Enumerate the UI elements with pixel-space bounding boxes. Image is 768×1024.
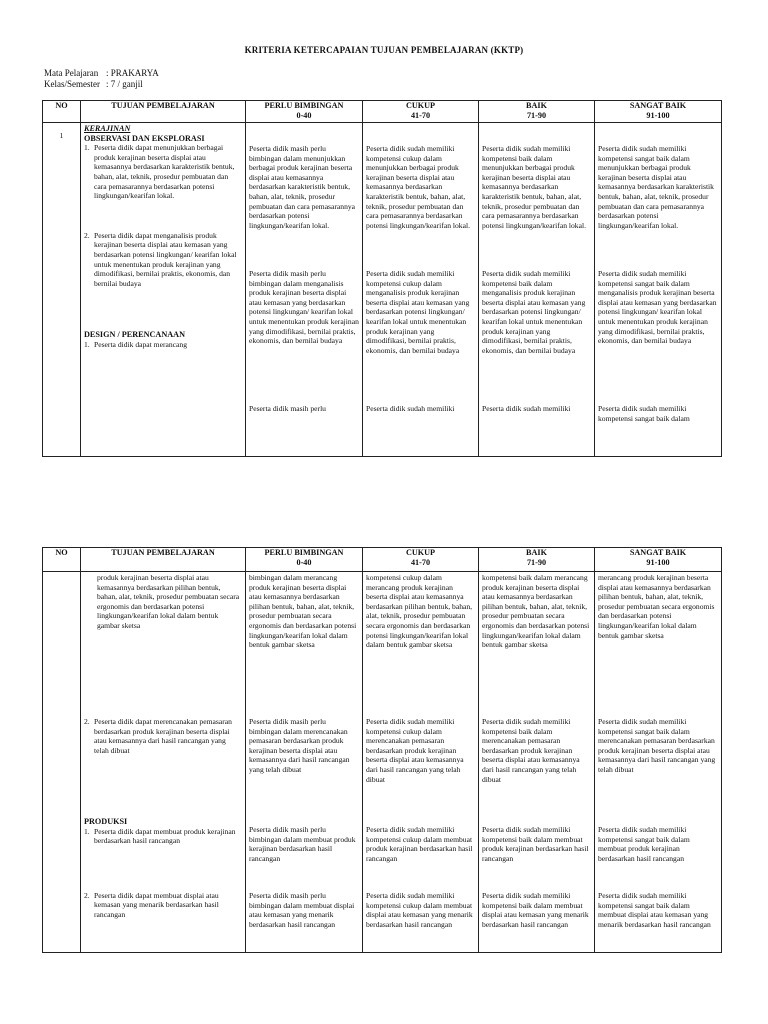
header-pb-label: PERLU BIMBINGAN: [264, 548, 344, 557]
header-sangat-baik: [595, 101, 722, 123]
header-baik-label: BAIK: [526, 101, 547, 110]
sb-text-3: Peserta didik sudah memiliki kompetensi sangat baik dalam: [598, 404, 690, 423]
sb-cell: [595, 123, 722, 457]
list-item: [84, 340, 242, 350]
subject-label: Mata Pelajaran: [44, 68, 99, 78]
sb-text-1: merancang produk kerajinan beserta displai atau kemasannya berdasarkan pilihan bentuk, bahan, alat, teknik, prosedur pembuatan secara ergonomis dan berdasarkan potensi lingkungan/kearifan lokal dalam bentuk gambar sketsa: [598, 573, 715, 640]
item-number: 2.: [84, 717, 90, 726]
pb-text-2: Peserta didik masih perlu bimbingan dalam menganalisis produk kerajinan beserta displai atau kemasan yang berdasarkan potensi lingkungan/ kearifan lokal untuk menentukan produk kerajinan yang dimodifikasi, bernilai praktis, ekonomis, dan bernilai budaya: [249, 269, 359, 346]
section-observasi-eksplorasi: OBSERVASI DAN EKSPLORASI: [84, 133, 205, 143]
cukup-text-2: Peserta didik sudah memiliki kompetensi cukup dalam menganalisis produk kerajinan beserta displai atau kemasan yang berdasarkan potensi lingkungan/ kearifan lokal untuk menentukan produk kerajinan yang dimodifikasi, bernilai praktis, ekonomis, dan bernilai budaya: [366, 269, 470, 355]
section-design-perencanaan: DESIGN / PERENCANAAN: [84, 330, 185, 340]
header-baik-label: BAIK: [526, 548, 547, 557]
item-text: Peserta didik dapat menganalisis produk kerajinan beserta displai atau kemasan yang berdasarkan potensi lingkungan/ kearifan lokal untuk menentukan produk kerajinan yang dimodifikasi, bernilai praktis, ekonomis, dan bernilai budaya: [94, 230, 237, 288]
pb-text-1: Peserta didik masih perlu bimbingan dalam menunjukkan berbagai produk kerajinan beserta displai atau kemasannya berdasarkan karakteristik bentuk, bahan, alat, teknik, prosedur pembuatan dan cara pemasarannya berdasarkan potensi lingkungan/kearifan lokal.: [249, 144, 356, 230]
section-produksi: PRODUKSI: [84, 817, 128, 826]
sb-cell: [595, 572, 722, 953]
item-number: 2.: [84, 890, 90, 900]
header-sb-label: SANGAT BAIK: [629, 101, 687, 110]
header-no: NO: [43, 548, 81, 572]
tp-cell: [81, 572, 246, 953]
cukup-text-1: kompetensi cukup dalam merancang produk kerajinan beserta displai atau kemasannya berdasarkan pilihan bentuk, bahan, alat, teknik, prosedur pembuatan secara ergonomis dan berdasarkan potensi lingkungan/kearifan lokal dalam bentuk gambar sketsa: [366, 573, 473, 650]
header-pb-label: PERLU BIMBINGAN: [264, 101, 344, 110]
page-title: KRITERIA KETERCAPAIAN TUJUAN PEMBELAJARAN (KKTP): [244, 45, 524, 55]
item-text: Peserta didik dapat menunjukkan berbagai produk kerajinan beserta displai atau kemasannya berdasarkan karakteristik bentuk, bahan, alat, teknik, prosedur pembuatan dan cara pemasarannya berdasarkan potensi lingkungan/kearifan lokal.: [94, 143, 235, 201]
class-semester-line: [44, 79, 143, 90]
header-baik-range: 71-90: [526, 110, 547, 120]
header-no: NO: [43, 101, 81, 123]
header-tujuan-pembelajaran: TUJUAN PEMBELAJARAN: [81, 548, 246, 572]
header-baik: [479, 101, 595, 123]
item-number: 2.: [84, 230, 90, 240]
table-row: [43, 123, 722, 457]
item-text: Peserta didik dapat merancang: [94, 339, 187, 349]
header-cukup-label: CUKUP: [405, 548, 436, 557]
pb-cell: [246, 572, 363, 953]
pb-text-3: Peserta didik masih perlu: [249, 404, 326, 413]
header-baik: [479, 548, 595, 572]
table-row: [43, 572, 722, 953]
subject-line: [44, 68, 159, 79]
header-sangat-baik: [595, 548, 722, 572]
sb-text-2: Peserta didik sudah memiliki kompetensi sangat baik dalam menganalisis produk kerajinan beserta displai atau kemasan yang berdasarkan potensi lingkungan/ kearifan lokal untuk menentukan produk kerajinan yang dimodifikasi, bernilai praktis, ekonomis, dan bernilai budaya: [598, 269, 717, 346]
pb-cell: [246, 123, 363, 457]
header-row: [43, 101, 722, 123]
cukup-cell: [363, 572, 479, 953]
row-number: [43, 572, 81, 953]
item-text: Peserta didik dapat merencanakan pemasaran berdasarkan produk kerajinan beserta displai atau kemasannya dari hasil rancangan yang telah dibuat: [94, 717, 232, 755]
pb-text-2: Peserta didik masih perlu bimbingan dalam merencanakan pemasaran berdasarkan produk kerajinan beserta displai atau kemasannya dari hasil rancangan yang telah dibuat: [249, 717, 350, 774]
cukup-text-1: Peserta didik sudah memiliki kompetensi cukup dalam menunjukkan berbagai produk kerajinan beserta displai atau kemasannya berdasarkan karakteristik bentuk, bahan, alat, teknik, prosedur pembuatan dan cara pemasarannya berdasarkan potensi lingkungan/kearifan lokal.: [366, 144, 470, 230]
item-text: Peserta didik dapat membuat produk kerajinan berdasarkan hasil rancangan: [94, 826, 236, 846]
header-baik-range: 71-90: [526, 557, 547, 567]
header-cukup: [363, 101, 479, 123]
header-cukup-label: CUKUP: [405, 101, 436, 110]
cukup-cell: [363, 123, 479, 457]
header-perlu-bimbingan: [246, 101, 363, 123]
row-number: 1: [43, 123, 81, 457]
sb-text-2: Peserta didik sudah memiliki kompetensi sangat baik dalam merencanakan pemasaran berdasarkan produk kerajinan beserta displai atau kemasannya dari hasil rancangan yang telah dibuat: [598, 717, 716, 774]
baik-text-2: Peserta didik sudah memiliki kompetensi baik dalam menganalisis produk kerajinan beserta displai atau kemasan yang berdasarkan potensi lingkungan/ kearifan lokal untuk menentukan produk kerajinan yang dimodifikasi, bernilai praktis, ekonomis, dan bernilai budaya: [482, 269, 586, 355]
header-row: [43, 548, 722, 572]
baik-text-1: kompetensi baik dalam merancang produk kerajinan beserta displai atau kemasannya berdasarkan pilihan bentuk, bahan, alat, teknik, prosedur pembuatan secara ergonomis dan berdasarkan potensi lingkungan/kearifan lokal dalam bentuk gambar sketsa: [482, 573, 590, 650]
pb-text-1: bimbingan dalam merancang produk kerajinan beserta displai atau kemasannya berdasarkan pilihan bentuk, bahan, alat, teknik, prosedur pembuatan secara ergonomis dan berdasarkan potensi lingkungan/kearifan lokal dalam bentuk gambar sketsa: [249, 573, 357, 650]
item-number: 1.: [84, 143, 90, 153]
sb-text-1: Peserta didik sudah memiliki kompetensi sangat baik dalam menunjukkan berbagai produk kerajinan beserta displai atau kemasannya berdasarkan karakteristik bentuk, bahan, alat, teknik, prosedur pembuatan dan cara pemasarannya berdasarkan potensi lingkungan/kearifan lokal.: [598, 144, 714, 230]
pb-text-4: Peserta didik masih perlu bimbingan dalam membuat displai atau kemasan yang menarik berdasarkan hasil rancangan: [249, 891, 355, 929]
sb-text-3: Peserta didik sudah memiliki kompetensi sangat baik dalam membuat produk kerajinan berdasarkan hasil rancangan: [598, 825, 690, 863]
item-number: 1.: [84, 826, 90, 836]
tp-cell: [81, 123, 246, 457]
kktp-table-part-1: [42, 100, 722, 457]
header-sb-range: 91-100: [646, 110, 670, 120]
list-item: [84, 827, 242, 891]
list-item: [84, 891, 242, 920]
cukup-text-2: Peserta didik sudah memiliki kompetensi cukup dalam merencanakan pemasaran berdasarkan produk kerajinan beserta displai atau kemasannya dari hasil rancangan yang telah dibuat: [366, 717, 464, 784]
header-cukup: [363, 548, 479, 572]
header-sb-range: 91-100: [646, 557, 670, 567]
cukup-text-3: Peserta didik sudah memiliki kompetensi cukup dalam membuat produk kerajinan berdasarkan hasil rancangan: [366, 825, 473, 863]
cukup-text-4: Peserta didik sudah memiliki kompetensi cukup dalam membuat displai atau kemasan yang menarik berdasarkan hasil rancangan: [366, 891, 473, 929]
header-cukup-range: 41-70: [410, 110, 431, 120]
cukup-text-3: Peserta didik sudah memiliki: [366, 404, 455, 413]
item-text: Peserta didik dapat membuat displai atau kemasan yang menarik berdasarkan hasil rancangan: [94, 890, 219, 919]
list-item: [84, 231, 242, 289]
baik-cell: [479, 123, 595, 457]
header-cukup-range: 41-70: [410, 557, 431, 567]
baik-text-2: Peserta didik sudah memiliki kompetensi baik dalam merencanakan pemasaran berdasarkan produk kerajinan beserta displai atau kemasannya dari hasil rancangan yang telah dibuat: [482, 717, 580, 784]
list-item: [84, 143, 242, 201]
header-pb-range: 0-40: [296, 557, 312, 567]
kktp-table-part-2: [42, 547, 722, 953]
item-number: 1.: [84, 339, 90, 349]
tp-continued-text: produk kerajinan beserta displai atau kemasannya berdasarkan pilihan bentuk, bahan, alat, teknik, prosedur pembuatan secara ergonomis dan berdasarkan potensi lingkungan/kearifan lokal dalam bentuk gambar sketsa: [97, 573, 240, 630]
sb-text-4: Peserta didik sudah memiliki kompetensi sangat baik dalam membuat displai atau kemasan yang menarik berdasarkan hasil rancangan: [598, 891, 711, 929]
pb-text-3: Peserta didik masih perlu bimbingan dalam membuat produk kerajinan berdasarkan hasil rancangan: [249, 825, 356, 863]
subject-value: : PRAKARYA: [106, 68, 159, 78]
header-tujuan-pembelajaran: TUJUAN PEMBELAJARAN: [81, 101, 246, 123]
list-item: [84, 717, 242, 817]
class-semester-value: : 7 / ganjil: [106, 79, 143, 89]
baik-text-3: Peserta didik sudah memiliki kompetensi baik dalam membuat produk kerajinan berdasarkan hasil rancangan: [482, 825, 589, 863]
header-sb-label: SANGAT BAIK: [629, 548, 687, 557]
baik-text-3: Peserta didik sudah memiliki: [482, 404, 571, 413]
header-perlu-bimbingan: [246, 548, 363, 572]
baik-text-4: Peserta didik sudah memiliki kompetensi baik dalam membuat displai atau kemasan yang menarik berdasarkan hasil rancangan: [482, 891, 589, 929]
baik-text-1: Peserta didik sudah memiliki kompetensi baik dalam menunjukkan berbagai produk kerajinan beserta displai atau kemasannya berdasarkan karakteristik bentuk, bahan, alat, teknik, prosedur pembuatan dan cara pemasarannya berdasarkan potensi lingkungan/kearifan lokal.: [482, 144, 586, 230]
baik-cell: [479, 572, 595, 953]
header-pb-range: 0-40: [296, 110, 312, 120]
class-semester-label: Kelas/Semester: [44, 79, 100, 89]
subsection-kerajinan: KERAJINAN: [84, 124, 131, 133]
